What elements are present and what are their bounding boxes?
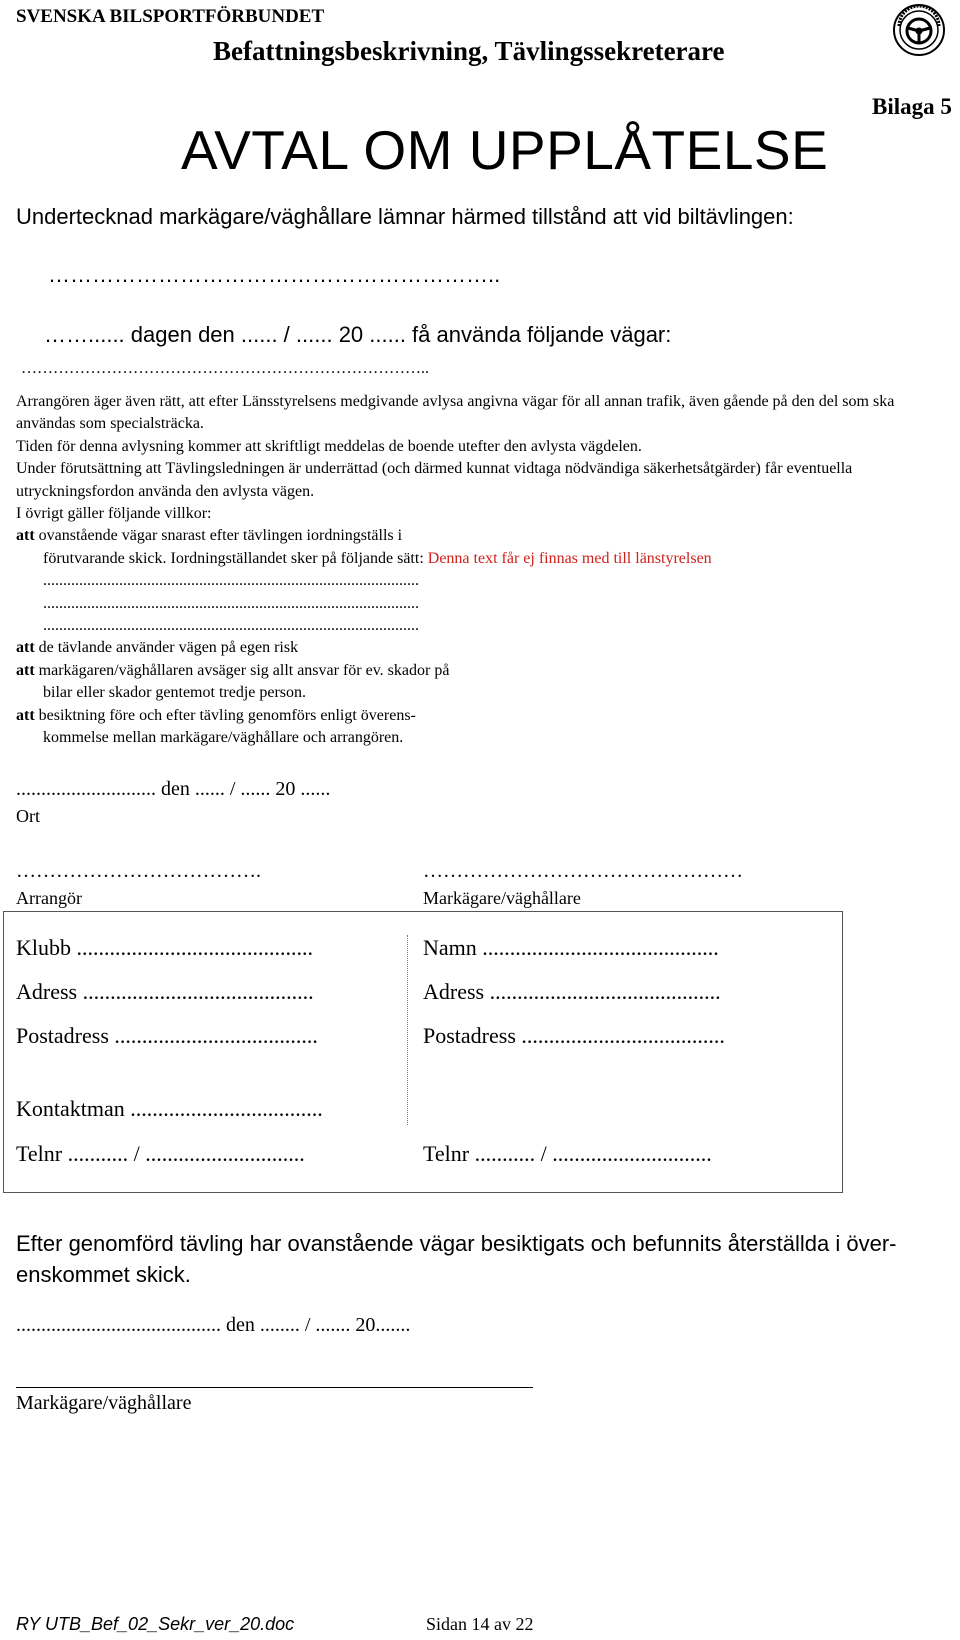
place-label: Ort	[16, 806, 40, 826]
closing-signature-label: Markägare/väghållare	[16, 1392, 192, 1414]
condition-liability-cont: bilar eller skador gentemot tredje person.	[43, 684, 307, 702]
attachment-label: Bilaga 5	[872, 94, 952, 119]
owner-address-field: Adress ..........................................	[423, 979, 721, 1004]
organizer-label: Arrangör	[16, 888, 82, 908]
agreement-title: AVTAL OM UPPLÅTELSE	[181, 119, 829, 181]
footer-page-number: Sidan 14 av 22	[426, 1614, 534, 1634]
red-note: Denna text får ej finnas med till länstyrelsen	[427, 549, 712, 567]
contact-person-field: Kontaktman ...................................	[16, 1096, 323, 1121]
owner-postal-field: Postadress .....................................	[423, 1023, 725, 1048]
owner-name-field: Namn ...........................................	[423, 935, 719, 960]
paragraph-conditions-intro: I övrigt gäller följande villkor:	[16, 505, 212, 523]
fill-line: ..............................................................................................	[43, 594, 419, 612]
place-date-line: ............................ den ...... / ...... 20 ......	[16, 778, 331, 800]
att-keyword: att	[16, 639, 35, 657]
owner-signature-underline	[16, 1387, 533, 1388]
condition-inspection: att besiktning före och efter tävling genomförs enligt överens-	[16, 706, 416, 724]
paragraph-emergency: Under förutsättning att Tävlingsledningen är underrättad (och därmed kunnat vidtaga nödvändiga säkerhetsåtgärder) får eventuella utryckningsfordon använda den avlysta vägen.	[16, 460, 853, 500]
condition-restore: att ovanstående vägar snarast efter tävlingen iordningställs i	[16, 527, 403, 545]
organizer-phone-field: Telnr ........... / .............................	[16, 1141, 305, 1166]
closing-statement: Efter genomförd tävling har ovanstående vägar besiktigats och befunnits återställda i över-enskommet skick.	[16, 1231, 897, 1287]
steering-wheel-seal-icon	[893, 4, 945, 56]
organizer-signature-line: ……………………………….	[16, 860, 261, 882]
terms-body	[16, 391, 951, 750]
organizer-postal-field: Postadress .....................................	[16, 1023, 318, 1048]
footer-filename: RY UTB_Bef_02_Sekr_ver_20.doc	[16, 1614, 295, 1634]
owner-phone-field: Telnr ........... / .............................	[423, 1141, 712, 1166]
att-keyword: att	[16, 527, 35, 545]
condition-risk: att de tävlande använder vägen på egen risk	[16, 639, 299, 657]
condition-inspection-cont: kommelse mellan markägare/väghållare och arrangören.	[43, 729, 404, 747]
organization-name: SVENSKA BILSPORTFÖRBUNDET	[16, 6, 325, 27]
fill-line: ..............................................................................................	[43, 572, 419, 590]
box-divider	[407, 935, 408, 1125]
closing-date-line: ......................................... den ........ / ....... 20.......	[16, 1314, 411, 1336]
paragraph-notice: Tiden för denna avlysning kommer att skriftligt meddelas de boende utefter den avlysta vägdelen.	[16, 437, 642, 455]
att-keyword: att	[16, 706, 35, 724]
competition-fill-line: ……………………………………………………..	[48, 262, 501, 287]
roads-fill-line: …………………………………………………………………..	[21, 360, 429, 377]
condition-liability: att markägaren/väghållaren avsäger sig allt ansvar för ev. skador på	[16, 661, 450, 679]
document-title: Befattningsbeskrivning, Tävlingssekreterare	[213, 36, 725, 66]
club-field: Klubb ...........................................	[16, 935, 313, 960]
paragraph-road-closure: Arrangören äger även rätt, att efter Länsstyrelsens medgivande avlysa angivna vägar för all annan trafik, även gående på den del som ska användas som specialsträcka.	[16, 393, 895, 433]
intro-text: Undertecknad markägare/väghållare lämnar härmed tillstånd att vid biltävlingen:	[16, 204, 794, 229]
fill-line: ..............................................................................................	[43, 617, 419, 635]
owner-signature-line: …………………………………………	[423, 860, 743, 882]
att-keyword: att	[16, 661, 35, 679]
organizer-address-field: Adress ..........................................	[16, 979, 314, 1004]
condition-restore-cont: förutvarande skick. Iordningställandet sker på följande sätt: Denna text får ej finnas med till länstyrelsen	[43, 549, 712, 567]
date-roads-line: ……...... dagen den ...... / ...... 20 ...... få använda följande vägar:	[44, 322, 672, 347]
owner-label: Markägare/väghållare	[423, 888, 581, 908]
